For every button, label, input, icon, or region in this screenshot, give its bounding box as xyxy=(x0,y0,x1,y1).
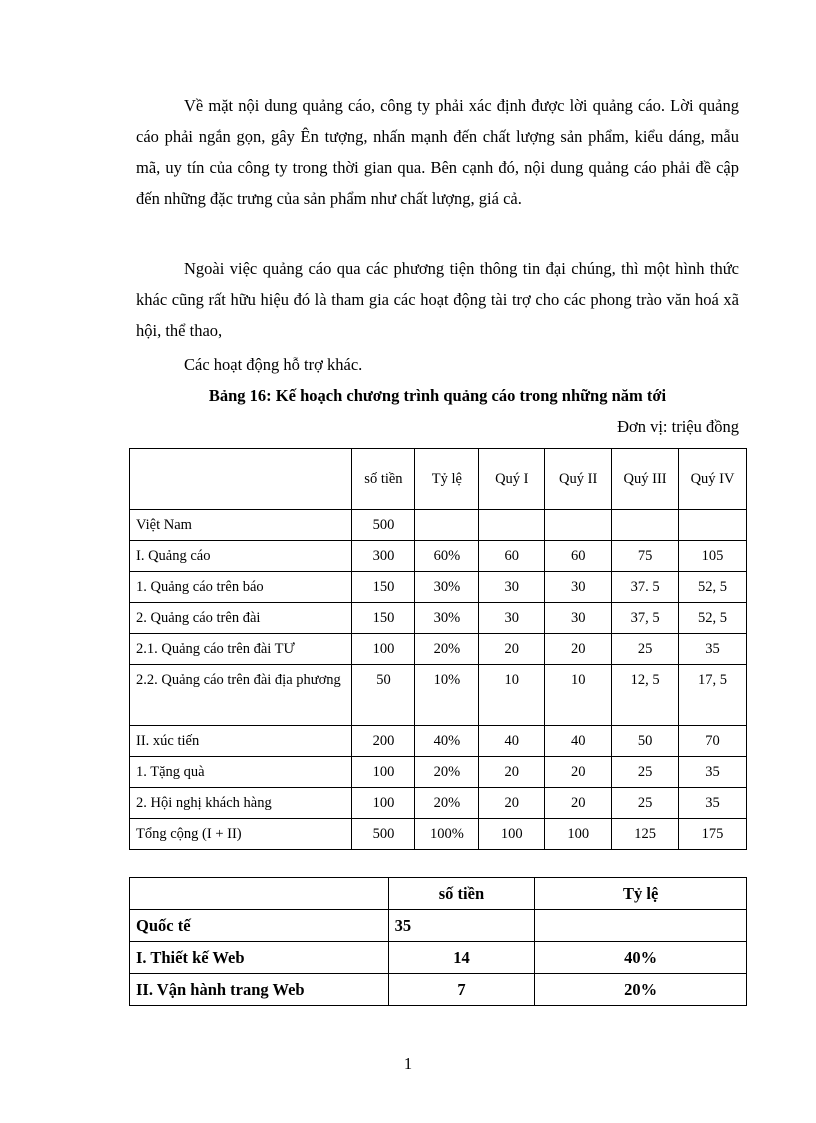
table-cell: 10 xyxy=(545,665,612,726)
paragraph-sponsorship: Ngoài việc quảng cáo qua các phương tiện thông tin đại chúng, thì một hình thức khác cũng rất hữu hiệu đó là tham gia các hoạt động tài trợ cho các phong trào văn hoá xã hội, thể thao, xyxy=(136,259,739,340)
table-cell: 12, 5 xyxy=(612,665,679,726)
paragraph-other-support: Các hoạt động hỗ trợ khác. xyxy=(184,355,363,374)
table-cell: I. Quảng cáo xyxy=(130,541,352,572)
header-cell: Quý II xyxy=(545,449,612,510)
table-cell: 60% xyxy=(415,541,479,572)
header-cell: số tiền xyxy=(388,878,535,910)
table-cell: 40% xyxy=(535,942,747,974)
header-cell: Quý I xyxy=(479,449,545,510)
table-cell: 52, 5 xyxy=(679,603,747,634)
table-row xyxy=(130,665,747,726)
table-header-row xyxy=(130,449,747,510)
table-row xyxy=(130,910,747,942)
table-cell: 175 xyxy=(679,819,747,850)
table-cell: 20% xyxy=(415,634,479,665)
table-row xyxy=(130,634,747,665)
table-cell: 20% xyxy=(535,974,747,1006)
table-cell: 25 xyxy=(612,634,679,665)
table-cell: 100 xyxy=(352,757,415,788)
table-cell: 2.1. Quảng cáo trên đài TƯ xyxy=(130,634,352,665)
table-cell: 17, 5 xyxy=(679,665,747,726)
table-cell xyxy=(535,910,747,942)
table-cell: 25 xyxy=(612,788,679,819)
unit-label: Đơn vị: triệu đồng xyxy=(617,417,739,436)
table-cell: 100 xyxy=(545,819,612,850)
table-cell: 37. 5 xyxy=(612,572,679,603)
table-cell: 60 xyxy=(545,541,612,572)
page-number: 1 xyxy=(403,1054,413,1073)
table-cell: Tổng cộng (I + II) xyxy=(130,819,352,850)
table-cell: 20 xyxy=(479,634,545,665)
header-cell: Quý III xyxy=(612,449,679,510)
table-row xyxy=(130,726,747,757)
table-cell: 100% xyxy=(415,819,479,850)
table-cell: 25 xyxy=(612,757,679,788)
table-cell xyxy=(612,510,679,541)
table-cell: 500 xyxy=(352,819,415,850)
table-cell: 2.2. Quảng cáo trên đài địa phương xyxy=(130,665,352,726)
table-cell: 50 xyxy=(612,726,679,757)
header-cell: Quý IV xyxy=(679,449,747,510)
table-row xyxy=(130,541,747,572)
table-cell: 20 xyxy=(545,788,612,819)
header-cell: Tỷ lệ xyxy=(415,449,479,510)
header-cell xyxy=(130,878,389,910)
table-header-row xyxy=(130,878,747,910)
table-cell: Quốc tế xyxy=(130,910,389,942)
international-ad-table xyxy=(129,877,747,1006)
table-row xyxy=(130,942,747,974)
table-cell: 2. Quảng cáo trên đài xyxy=(130,603,352,634)
table-row xyxy=(130,510,747,541)
table-cell: 100 xyxy=(479,819,545,850)
table-cell: 125 xyxy=(612,819,679,850)
table-row xyxy=(130,757,747,788)
table-cell: 20 xyxy=(545,634,612,665)
table-cell: 20% xyxy=(415,757,479,788)
table-cell: 100 xyxy=(352,634,415,665)
table-cell: 1. Tặng quà xyxy=(130,757,352,788)
table-cell: 14 xyxy=(388,942,535,974)
table-cell: II. xúc tiến xyxy=(130,726,352,757)
table-cell: 50 xyxy=(352,665,415,726)
table-cell: 35 xyxy=(679,757,747,788)
table-cell: I. Thiết kế Web xyxy=(130,942,389,974)
header-cell xyxy=(130,449,352,510)
table-cell xyxy=(679,510,747,541)
table-row-total xyxy=(130,819,747,850)
table-cell: 37, 5 xyxy=(612,603,679,634)
table-row xyxy=(130,974,747,1006)
table-cell: 500 xyxy=(352,510,415,541)
table-row xyxy=(130,788,747,819)
table-cell: 60 xyxy=(479,541,545,572)
table-cell: 35 xyxy=(679,634,747,665)
table-cell: 20% xyxy=(415,788,479,819)
table-cell: 150 xyxy=(352,572,415,603)
table-cell: 40% xyxy=(415,726,479,757)
table-cell: 20 xyxy=(545,757,612,788)
table-cell: 2. Hội nghị khách hàng xyxy=(130,788,352,819)
table-cell: 35 xyxy=(388,910,535,942)
table-row xyxy=(130,572,747,603)
table-cell: 70 xyxy=(679,726,747,757)
table-cell: 75 xyxy=(612,541,679,572)
table-cell: 1. Quảng cáo trên báo xyxy=(130,572,352,603)
table-cell: 30% xyxy=(415,572,479,603)
paragraph-ad-content: Về mặt nội dung quảng cáo, công ty phải xác định được lời quảng cáo. Lời quảng cáo phải ngắn gọn, gây Ên tượng, nhấn mạnh đến chất lượng sản phẩm, kiểu dáng, mẫu mã, uy tín của công ty trong thời gian qua. Bên cạnh đó, nội dung quảng cáo phải đề cập đến những đặc trưng của sản phẩm như chất lượng, giá cả. xyxy=(136,96,739,208)
table-cell: 10% xyxy=(415,665,479,726)
header-cell: Tỷ lệ xyxy=(535,878,747,910)
table-cell xyxy=(415,510,479,541)
table-cell xyxy=(545,510,612,541)
table-cell: 20 xyxy=(479,788,545,819)
table-cell: 30 xyxy=(479,572,545,603)
table-cell: II. Vận hành trang Web xyxy=(130,974,389,1006)
table-cell: 30 xyxy=(479,603,545,634)
table-cell: 30 xyxy=(545,572,612,603)
table-cell: 40 xyxy=(479,726,545,757)
table-cell: 20 xyxy=(479,757,545,788)
table-cell: 100 xyxy=(352,788,415,819)
table-cell: 7 xyxy=(388,974,535,1006)
advertising-plan-table xyxy=(129,448,747,850)
table-row xyxy=(130,603,747,634)
table-cell: 105 xyxy=(679,541,747,572)
table-cell: 52, 5 xyxy=(679,572,747,603)
table-cell: 35 xyxy=(679,788,747,819)
table-cell: 10 xyxy=(479,665,545,726)
table-cell: 40 xyxy=(545,726,612,757)
table-cell: 200 xyxy=(352,726,415,757)
header-cell: số tiền xyxy=(352,449,415,510)
table-cell: 30 xyxy=(545,603,612,634)
table-caption: Bảng 16: Kế hoạch chương trình quảng cáo trong những năm tới xyxy=(208,386,667,405)
table-cell: Việt Nam xyxy=(130,510,352,541)
table-cell: 300 xyxy=(352,541,415,572)
table-cell xyxy=(479,510,545,541)
table-cell: 30% xyxy=(415,603,479,634)
table-cell: 150 xyxy=(352,603,415,634)
